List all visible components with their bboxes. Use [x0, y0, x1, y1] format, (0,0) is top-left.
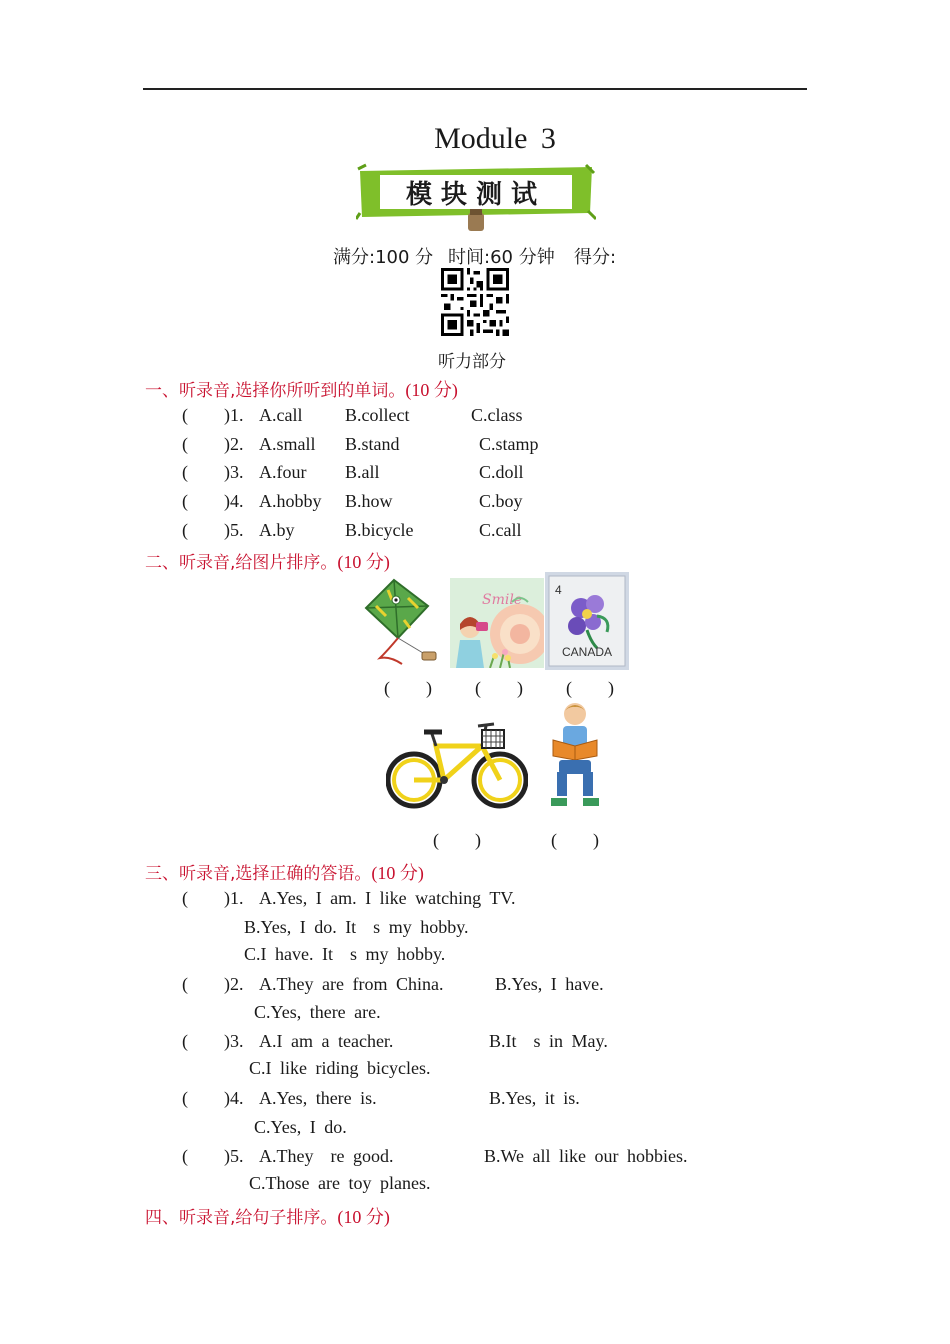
s1-q4-num[interactable]: ( )4.: [182, 491, 244, 511]
section1-title: 一、听录音,选择你所听到的单词。: [145, 381, 406, 401]
banner-title: 模块测试: [405, 180, 546, 210]
section3-heading: [145, 859, 424, 885]
s3-q4-a: A.Yes, there is.: [259, 1088, 377, 1108]
s3-q2-c: C.Yes, there are.: [254, 1002, 381, 1022]
section4-points: (10 分): [337, 1207, 390, 1227]
time-limit: 时间:60 分钟: [448, 247, 555, 268]
s1-q4-c: C.boy: [479, 491, 523, 511]
s3-q5-c: C.Those are toy planes.: [249, 1173, 431, 1193]
s2-blank-5[interactable]: ( ): [551, 830, 599, 850]
s3-q2-num[interactable]: ( )2.: [182, 974, 244, 994]
section4-heading: [145, 1203, 390, 1229]
s1-q1-a: A.call: [259, 405, 303, 425]
s1-q2-a: A.small: [259, 434, 316, 454]
module-title: Module 3: [434, 122, 556, 155]
s1-q3-num[interactable]: ( )3.: [182, 462, 244, 482]
s3-q5-num[interactable]: ( )5.: [182, 1146, 244, 1166]
s3-q1-b: B.Yes, I do. It s my hobby.: [244, 917, 469, 937]
s1-q2-b: B.stand: [345, 434, 400, 454]
canada-stamp-picture: [545, 572, 629, 670]
s1-q2-num[interactable]: ( )2.: [182, 434, 244, 454]
listening-section-label: 听力部分: [438, 352, 506, 372]
boy-reading-picture: [545, 700, 605, 812]
s3-q4-c: C.Yes, I do.: [254, 1117, 347, 1137]
s3-q2-b: B.Yes, I have.: [495, 974, 604, 994]
s3-q1-a: A.Yes, I am. I like watching TV.: [259, 888, 516, 908]
s2-blank-4[interactable]: ( ): [433, 830, 481, 850]
qr-code[interactable]: [441, 268, 509, 336]
section3-title: 三、听录音,选择正确的答语。: [145, 864, 372, 884]
s3-q4-num[interactable]: ( )4.: [182, 1088, 244, 1108]
s3-q1-c: C.I have. It s my hobby.: [244, 944, 446, 964]
s1-q1-num[interactable]: ( )1.: [182, 405, 244, 425]
section3-points: (10 分): [371, 863, 424, 883]
s1-q3-a: A.four: [259, 462, 307, 482]
s2-blank-3[interactable]: ( ): [566, 678, 614, 698]
section2-heading: [145, 548, 390, 574]
section2-title: 二、听录音,给图片排序。: [145, 553, 338, 573]
section4-title: 四、听录音,给句子排序。: [145, 1208, 338, 1228]
s3-q3-c: C.I like riding bicycles.: [249, 1058, 431, 1078]
s3-q1-num[interactable]: ( )1.: [182, 888, 244, 908]
s3-q4-b: B.Yes, it is.: [489, 1088, 580, 1108]
s1-q5-b: B.bicycle: [345, 520, 414, 540]
score-label: 得分:: [574, 247, 617, 268]
s1-q5-c: C.call: [479, 520, 522, 540]
full-marks: 满分:100 分: [333, 247, 434, 268]
section2-points: (10 分): [337, 552, 390, 572]
s3-q5-b: B.We all like our hobbies.: [484, 1146, 688, 1166]
s1-q3-c: C.doll: [479, 462, 524, 482]
stamp-value: 4: [555, 583, 562, 597]
s1-q4-a: A.hobby: [259, 491, 322, 511]
s1-q1-c: C.class: [471, 405, 523, 425]
s3-q3-num[interactable]: ( )3.: [182, 1031, 244, 1051]
stamp-country: CANADA: [561, 645, 613, 659]
section1-heading: [145, 376, 458, 402]
s3-q3-a: A.I am a teacher.: [259, 1031, 394, 1051]
kite-picture: [358, 576, 448, 670]
s1-q4-b: B.how: [345, 491, 393, 511]
top-rule: [143, 88, 807, 90]
s1-q1-b: B.collect: [345, 405, 410, 425]
s3-q5-a: A.They re good.: [259, 1146, 394, 1166]
s2-blank-2[interactable]: ( ): [475, 678, 523, 698]
section1-points: (10 分): [405, 380, 458, 400]
photo-taking-girl-picture: [450, 578, 544, 668]
s2-blank-1[interactable]: ( ): [384, 678, 432, 698]
bicycle-picture: [386, 716, 528, 812]
s3-q3-b: B.It s in May.: [489, 1031, 608, 1051]
smile-text: Smile: [482, 592, 523, 608]
s3-q2-a: A.They are from China.: [259, 974, 444, 994]
s1-q5-num[interactable]: ( )5.: [182, 520, 244, 540]
s1-q2-c: C.stamp: [479, 434, 539, 454]
s1-q5-a: A.by: [259, 520, 295, 540]
s1-q3-b: B.all: [345, 462, 380, 482]
